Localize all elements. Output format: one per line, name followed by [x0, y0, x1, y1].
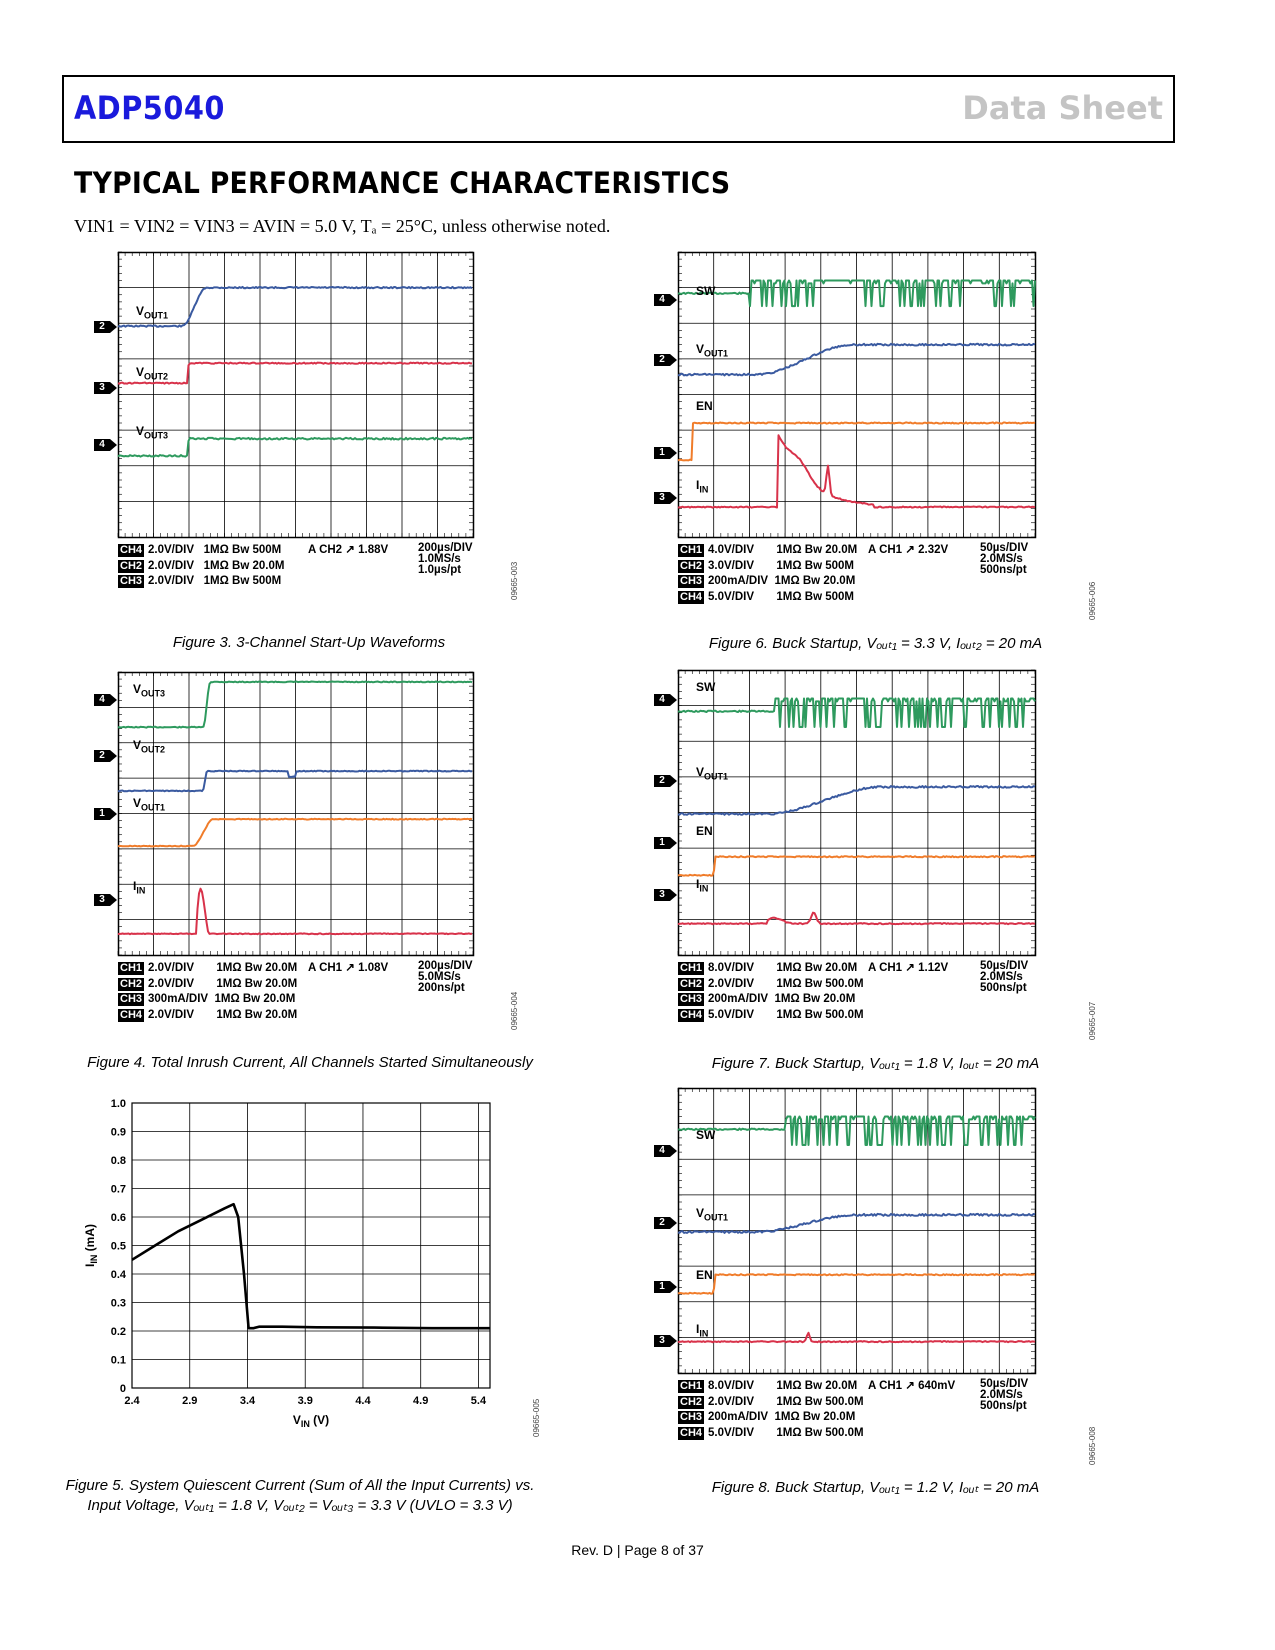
legend-settings: 2.0V/DIV 1MΩ Bᴡ 500.0M [708, 1395, 864, 1408]
y-axis-label: $I_{IN}$ (mA) [83, 1223, 99, 1268]
signal-label-sub: OUT3 [144, 430, 169, 441]
channel-marker-2: 2 [94, 321, 110, 333]
legend-row [118, 559, 284, 575]
legend-row [678, 1008, 864, 1024]
legend-channel-tag: CH2 [680, 1395, 703, 1408]
timebase-value: 50µs/DIV [980, 1378, 1029, 1390]
legend-channel-tag: CH3 [680, 1411, 703, 1423]
timebase-value: 200µs/DIV [418, 542, 473, 554]
signal-label-sub: OUT2 [144, 371, 169, 382]
timebase-value: 500ns/pt [980, 1400, 1027, 1412]
fig4-timebase [418, 961, 473, 994]
legend-settings: 2.0V/DIV 1MΩ Bᴡ 500M [148, 575, 282, 587]
figure-5-svg [80, 1095, 520, 1435]
figure-6-caption: Figure 6. Buck Startup, Vₒᵤₜ₁ = 3.3 V, Iₒᵤₜ₂ = 20 mA [708, 635, 1043, 652]
y-tick-label: 0.3 [110, 1297, 126, 1310]
signal-label-vout3 [133, 682, 165, 698]
scope-frame [679, 253, 1036, 538]
legend-settings: 5.0V/DIV 1MΩ Bᴡ 500.0M [708, 1426, 864, 1439]
timebase-value: 1.0MS/s [418, 553, 461, 565]
series-line-iin [132, 1204, 490, 1328]
legend-channel-tag: CH2 [680, 977, 703, 990]
signal-label-name: SW [696, 1128, 716, 1142]
signal-label-name: I [696, 1322, 700, 1336]
channel-marker-2: 2 [654, 1217, 670, 1229]
signal-label-vout2 [136, 365, 168, 381]
fig8-timebase [980, 1379, 1028, 1412]
fig3-grid-svg [118, 252, 475, 539]
legend-settings: 300mA/DIV 1MΩ Bᴡ 20.0M [148, 993, 296, 1005]
channel-marker-1: 1 [654, 837, 670, 849]
y-tick-label: 0.8 [110, 1155, 126, 1167]
legend-channel-tag: CH1 [120, 962, 143, 974]
legend-channel-tag: CH1 [680, 962, 703, 974]
test-conditions: VIN1 = VIN2 = VIN3 = AVIN = 5.0 V, Tₐ = 25°C, unless otherwise noted. [74, 216, 611, 236]
x-tick-label: 5.4 [470, 1395, 487, 1407]
signal-label-en [696, 824, 713, 838]
signal-label-sub: IN [136, 885, 146, 896]
y-tick-label: 0.6 [110, 1212, 126, 1224]
figure-5-code: 09665-005 [532, 1398, 541, 1437]
signal-label-sw [696, 680, 715, 694]
signal-label-name: I [696, 877, 700, 891]
y-tick-label: 0.9 [110, 1126, 126, 1139]
signal-label-name: V [133, 682, 142, 696]
signal-label-name: V [136, 365, 145, 379]
signal-label-sub: OUT1 [704, 348, 729, 359]
scope-frame [119, 253, 474, 538]
fig3-timebase [418, 543, 473, 576]
signal-label-sub: OUT1 [144, 310, 169, 321]
legend-row [118, 574, 284, 590]
legend-row [678, 543, 857, 559]
signal-label-sub: OUT2 [141, 744, 166, 755]
signal-label-vout1 [696, 765, 728, 781]
signal-label-name: V [133, 796, 142, 810]
legend-settings: 2.0V/DIV 1MΩ Bᴡ 500.0M [708, 977, 864, 990]
y-tick-label: 0 [119, 1383, 126, 1395]
x-tick-label: 2.4 [124, 1395, 140, 1407]
signal-label-vout1 [696, 1206, 728, 1222]
y-tick-label: 0.2 [110, 1326, 126, 1338]
timebase-value: 200µs/DIV [418, 960, 473, 972]
timebase-value: 2.0MS/s [980, 1389, 1023, 1401]
signal-label-iin [696, 1322, 708, 1338]
doc-type-label: Data Sheet [962, 89, 1163, 127]
signal-label-name: EN [696, 1268, 713, 1282]
legend-channel-tag: CH3 [680, 575, 703, 587]
figure-7-caption: Figure 7. Buck Startup, Vₒᵤₜ₁ = 1.8 V, Iₒᵤₜ = 20 mA [711, 1055, 1040, 1072]
legend-settings: 200mA/DIV 1MΩ Bᴡ 20.0M [708, 1411, 856, 1423]
figure-8-scope [659, 1088, 1073, 1439]
legend-row [678, 1379, 864, 1395]
legend-row [678, 961, 864, 977]
channel-marker-3: 3 [654, 492, 670, 504]
signal-label-name: V [133, 738, 142, 752]
fig7-legend [678, 961, 864, 1023]
signal-label-name: SW [696, 680, 716, 694]
fig8-legend [678, 1379, 864, 1441]
page-footer: Rev. D | Page 8 of 37 [571, 1542, 704, 1558]
fig3-trigger: A CH2 ↗ 1.88V [308, 544, 389, 556]
timebase-value: 200ns/pt [418, 982, 465, 994]
channel-marker-3: 3 [654, 889, 670, 901]
signal-label-sub: IN [699, 484, 709, 495]
legend-channel-tag: CH2 [680, 559, 703, 572]
signal-label-name: V [696, 765, 705, 779]
signal-label-name: SW [696, 284, 716, 298]
signal-label-name: V [136, 304, 145, 318]
signal-label-vout2 [133, 738, 165, 754]
x-tick-label: 3.9 [297, 1395, 313, 1407]
legend-channel-tag: CH2 [120, 977, 143, 990]
figure-4-code: 09665-004 [510, 991, 519, 1030]
signal-label-name: V [136, 424, 145, 438]
timebase-value: 1.0µs/pt [418, 564, 462, 576]
signal-label-vout1 [133, 796, 165, 812]
legend-row [678, 992, 864, 1008]
timebase-value: 2.0MS/s [980, 971, 1023, 983]
fig7-timebase [980, 961, 1028, 994]
x-tick-label: 4.9 [413, 1395, 429, 1407]
channel-marker-4: 4 [94, 439, 110, 451]
fig6-legend [678, 543, 857, 605]
legend-settings: 8.0V/DIV 1MΩ Bᴡ 20.0M [708, 962, 858, 974]
legend-row [118, 992, 297, 1008]
legend-channel-tag: CH4 [680, 1426, 703, 1439]
legend-channel-tag: CH3 [120, 993, 143, 1005]
legend-settings: 2.0V/DIV 1MΩ Bᴡ 20.0M [148, 559, 285, 572]
timebase-value: 500ns/pt [980, 982, 1027, 994]
legend-settings: 4.0V/DIV 1MΩ Bᴡ 20.0M [708, 544, 858, 556]
figure-5-chart [80, 1095, 520, 1435]
figure-4-scope [99, 672, 500, 1021]
timebase-value: 50µs/DIV [980, 542, 1029, 554]
fig4-grid-svg [118, 672, 475, 957]
figure-5-caption-line1: Figure 5. System Quiescent Current (Sum of All the Input Currents) vs. [65, 1477, 535, 1494]
figure-6-scope [659, 252, 1073, 603]
signal-label-name: V [696, 342, 705, 356]
channel-marker-4: 4 [654, 294, 670, 306]
legend-channel-tag: CH4 [120, 544, 143, 556]
channel-marker-2: 2 [654, 354, 670, 366]
channel-marker-4: 4 [654, 694, 670, 706]
legend-channel-tag: CH3 [120, 575, 143, 587]
legend-row [678, 1426, 864, 1442]
channel-marker-3: 3 [654, 1335, 670, 1347]
timebase-value: 50µs/DIV [980, 960, 1029, 972]
legend-row [678, 1410, 864, 1426]
fig6-trigger: A CH1 ↗ 2.32V [868, 544, 949, 556]
legend-channel-tag: CH1 [680, 544, 703, 556]
signal-label-name: V [696, 1206, 705, 1220]
legend-settings: 5.0V/DIV 1MΩ Bᴡ 500.0M [708, 1008, 864, 1021]
figure-7-scope [659, 670, 1073, 1021]
fig4-legend [118, 961, 297, 1023]
figure-8-caption: Figure 8. Buck Startup, Vₒᵤₜ₁ = 1.2 V, Iₒᵤₜ = 20 mA [711, 1479, 1040, 1496]
page-header [62, 75, 1175, 143]
x-axis-label: $V_{IN}$ (V) [292, 1413, 330, 1429]
signal-label-name: EN [696, 824, 713, 838]
channel-marker-3: 3 [94, 382, 110, 394]
figure-8-code: 09665-008 [1088, 1426, 1097, 1465]
y-tick-label: 0.1 [110, 1354, 126, 1367]
signal-label-vout1 [136, 304, 168, 320]
legend-row [678, 559, 857, 575]
y-tick-label: 0.4 [110, 1269, 126, 1281]
legend-row [118, 1008, 297, 1024]
signal-label-en [696, 399, 713, 413]
x-tick-label: 4.4 [355, 1395, 371, 1407]
y-tick-label: 1.0 [110, 1098, 126, 1110]
part-number-link[interactable]: ADP5040 [74, 89, 225, 127]
legend-channel-tag: CH2 [120, 559, 143, 572]
legend-settings: 2.0V/DIV 1MΩ Bᴡ 500M [148, 544, 282, 556]
signal-label-en [696, 1268, 713, 1282]
legend-channel-tag: CH3 [680, 993, 703, 1005]
legend-row [118, 961, 297, 977]
figure-3-code: 09665-003 [510, 561, 519, 600]
legend-row [678, 1395, 864, 1411]
signal-label-sub: OUT3 [141, 688, 166, 699]
fig4-trigger: A CH1 ↗ 1.08V [308, 962, 389, 974]
legend-channel-tag: CH1 [680, 1380, 703, 1392]
signal-label-iin [133, 879, 145, 895]
signal-label-vout3 [136, 424, 168, 440]
signal-label-sw [696, 1128, 715, 1142]
channel-marker-4: 4 [94, 694, 110, 706]
section-title: TYPICAL PERFORMANCE CHARACTERISTICS [74, 166, 731, 200]
channel-marker-2: 2 [654, 775, 670, 787]
signal-label-sub: OUT1 [704, 1212, 729, 1223]
signal-label-name: EN [696, 399, 713, 413]
channel-marker-1: 1 [654, 447, 670, 459]
channel-marker-1: 1 [94, 808, 110, 820]
signal-label-sub: IN [699, 883, 709, 894]
signal-label-iin [696, 877, 708, 893]
legend-settings: 5.0V/DIV 1MΩ Bᴡ 500M [708, 590, 855, 603]
legend-settings: 200mA/DIV 1MΩ Bᴡ 20.0M [708, 575, 856, 587]
timebase-value: 2.0MS/s [980, 553, 1023, 565]
legend-row [678, 590, 857, 606]
y-tick-label: 0.5 [110, 1240, 126, 1253]
legend-row [678, 574, 857, 590]
signal-label-iin [696, 478, 708, 494]
figure-3-caption: Figure 3. 3-Channel Start-Up Waveforms [172, 634, 446, 651]
legend-row [118, 543, 284, 559]
legend-row [118, 977, 297, 993]
scope-frame [119, 673, 474, 956]
legend-channel-tag: CH4 [680, 1008, 703, 1021]
timebase-value: 5.0MS/s [418, 971, 461, 983]
legend-settings: 8.0V/DIV 1MΩ Bᴡ 20.0M [708, 1380, 858, 1392]
legend-channel-tag: CH4 [120, 1008, 143, 1021]
figure-4-caption: Figure 4. Total Inrush Current, All Channels Started Simultaneously [87, 1054, 533, 1071]
figure-6-code: 09665-006 [1088, 581, 1097, 620]
fig3-legend [118, 543, 284, 590]
fig8-trigger: A CH1 ↗ 640mV [868, 1380, 956, 1392]
fig6-grid-svg [678, 252, 1037, 539]
signal-label-vout1 [696, 342, 728, 358]
legend-row [678, 977, 864, 993]
fig7-grid-svg [678, 670, 1037, 957]
fig7-trigger: A CH1 ↗ 1.12V [868, 962, 949, 974]
signal-label-name: I [133, 879, 137, 893]
channel-marker-2: 2 [94, 750, 110, 762]
figure-5-caption-line2: Input Voltage, Vₒᵤₜ₁ = 1.8 V, Vₒᵤₜ₂ = Vₒᵤₜ₃ = 3.3 V (UVLO = 3.3 V) [87, 1497, 513, 1514]
channel-marker-4: 4 [654, 1145, 670, 1157]
timebase-value: 500ns/pt [980, 564, 1027, 576]
x-tick-label: 2.9 [182, 1395, 198, 1407]
legend-channel-tag: CH4 [680, 590, 703, 603]
legend-settings: 2.0V/DIV 1MΩ Bᴡ 20.0M [148, 977, 298, 990]
signal-label-sub: OUT1 [704, 771, 729, 782]
signal-label-sub: IN [699, 1328, 709, 1339]
legend-settings: 3.0V/DIV 1MΩ Bᴡ 500M [708, 559, 855, 572]
signal-label-sub: OUT1 [141, 802, 166, 813]
signal-label-sw [696, 284, 715, 298]
signal-label-name: I [696, 478, 700, 492]
figure-7-code: 09665-007 [1088, 1001, 1097, 1040]
legend-settings: 200mA/DIV 1MΩ Bᴡ 20.0M [708, 993, 856, 1005]
legend-settings: 2.0V/DIV 1MΩ Bᴡ 20.0M [148, 1008, 298, 1021]
legend-settings: 2.0V/DIV 1MΩ Bᴡ 20.0M [148, 962, 298, 974]
figure-3-scope [99, 252, 500, 587]
fig8-grid-svg [678, 1088, 1037, 1375]
fig6-timebase [980, 543, 1028, 576]
channel-marker-3: 3 [94, 894, 110, 906]
channel-marker-1: 1 [654, 1281, 670, 1293]
y-tick-label: 0.7 [110, 1183, 126, 1196]
x-tick-label: 3.4 [239, 1395, 256, 1407]
